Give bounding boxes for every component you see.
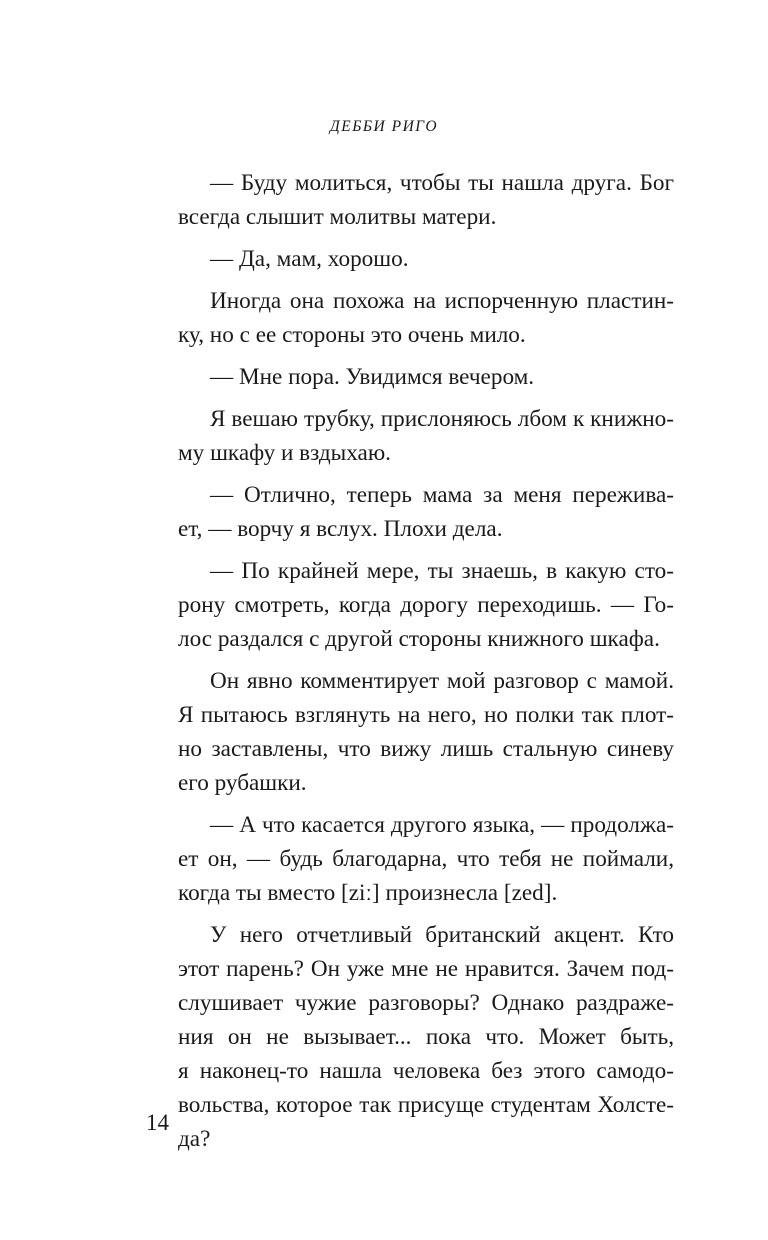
text-line: когда ты вместо [ziː] произнесла [zed]. [178, 880, 558, 906]
text-line: ку, но с ее стороны это очень мило. [178, 322, 526, 348]
text-line: но заставлены, что вижу лишь стальную синеву [178, 736, 674, 762]
text-line: ет, — ворчу я вслух. Плохи дела. [178, 516, 503, 542]
text-line: ния он не вызывает... пока что. Может быть, [178, 1024, 674, 1050]
running-header: ДЕББИ РИГО [329, 118, 439, 135]
text-line: рону смотреть, когда дорогу переходишь. — Го- [178, 592, 674, 618]
text-line: Иногда она похожа на испорченную пластин- [210, 288, 674, 314]
text-line: ет он, — будь благодарна, что тебя не поймали, [178, 846, 674, 872]
text-line: Он явно комментирует мой разговор с мамой. [210, 668, 674, 694]
text-line: этот парень? Он уже мне не нравится. Зачем под- [178, 956, 674, 982]
paragraph [146, 166, 674, 234]
page-number: 14 [146, 1110, 169, 1135]
text-line: его рубашки. [178, 770, 307, 796]
text-line: Я вешаю трубку, прислоняюсь лбом к книжно- [210, 406, 674, 432]
text-line: всегда слышит молитвы матери. [178, 204, 497, 230]
text-line: слушивает чужие разговоры? Однако раздраже- [178, 990, 674, 1016]
text-line: я наконец-то нашла человека без этого самодо- [178, 1058, 674, 1084]
paragraph [146, 918, 674, 1156]
paragraph [146, 402, 674, 470]
paragraph [146, 284, 674, 352]
paragraph [146, 664, 674, 800]
paragraph [146, 554, 674, 656]
text-line: — Мне пора. Увидимся вечером. [210, 364, 535, 390]
text-line: му шкафу и вздыхаю. [178, 440, 391, 466]
text-line: Я пытаюсь взглянуть на него, но полки так плот- [178, 702, 674, 728]
paragraph [146, 808, 674, 910]
text-line: лос раздался с другой стороны книжного шкафа. [178, 626, 660, 652]
paragraph [146, 360, 674, 394]
paragraph [146, 242, 674, 276]
text-line: вольства, которое так присуще студентам Холсте- [178, 1092, 674, 1118]
text-line: — Отлично, теперь мама за меня пережива- [210, 482, 674, 508]
text-line: — Да, мам, хорошо. [210, 246, 409, 272]
body-text [146, 166, 674, 1164]
text-line: У него отчетливый британский акцент. Кто [210, 922, 674, 948]
text-line: — По крайней мере, ты знаешь, в какую сто- [210, 558, 674, 584]
paragraph [146, 478, 674, 546]
text-line: да? [178, 1126, 211, 1152]
text-line: — Буду молиться, чтобы ты нашла друга. Бог [210, 170, 674, 196]
text-line: — А что касается другого языка, — продолжа- [210, 812, 674, 838]
